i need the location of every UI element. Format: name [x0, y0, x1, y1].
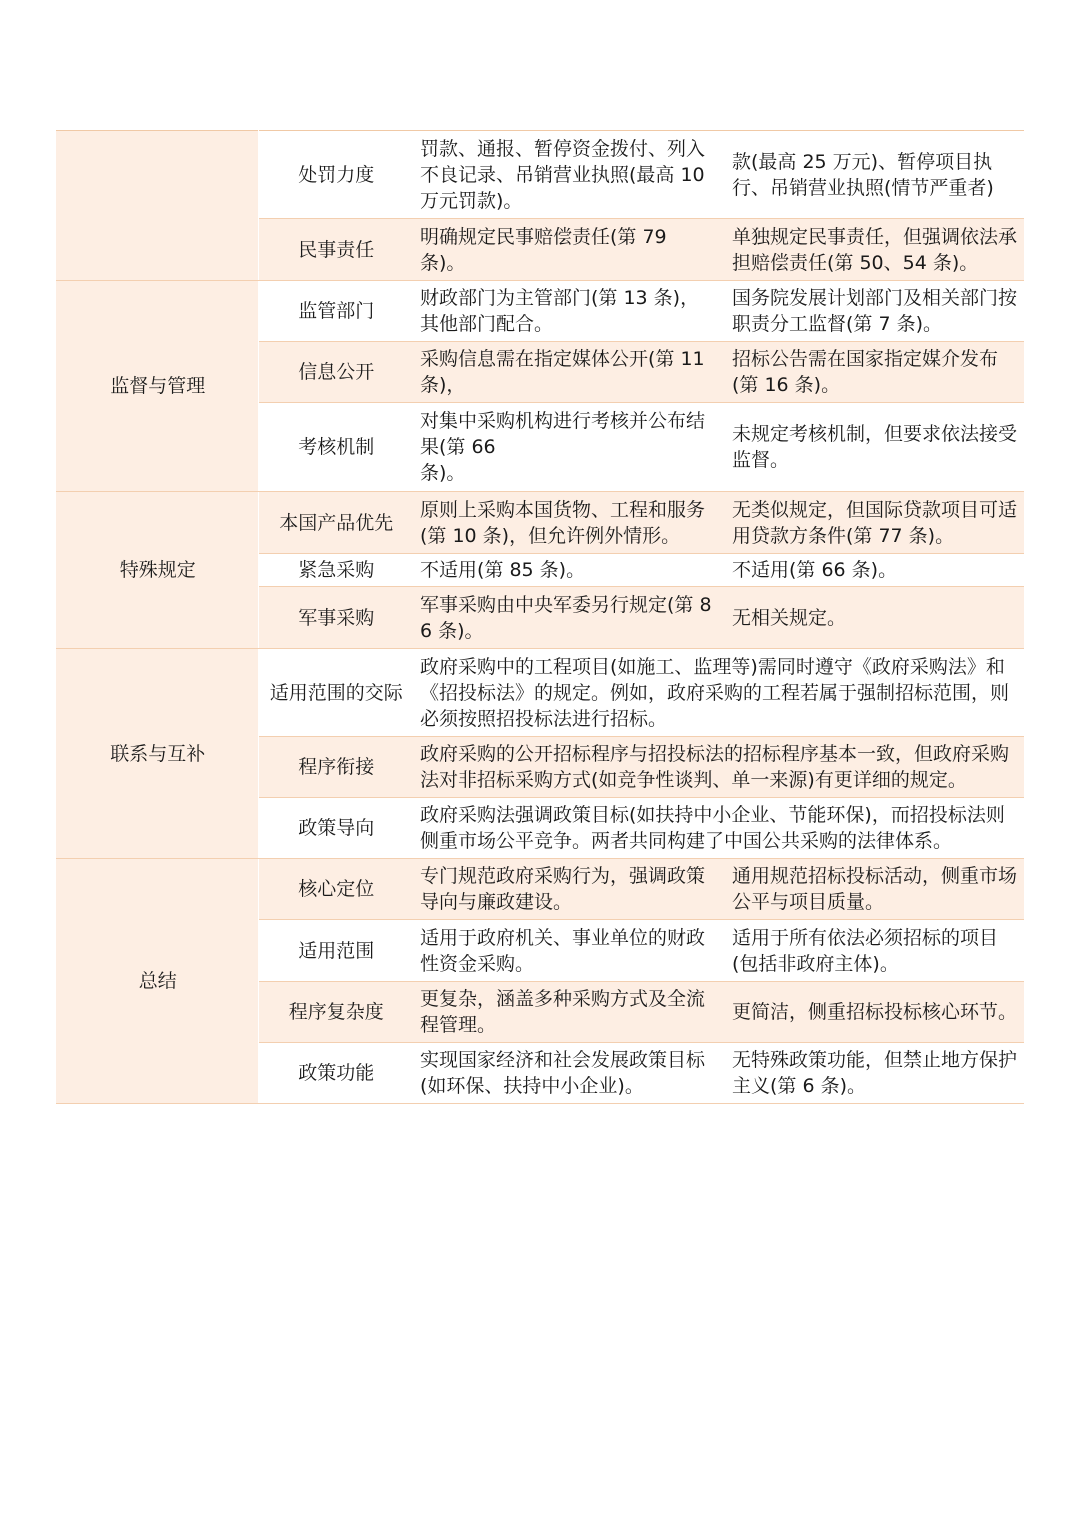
bid-cell: 国务院发展计划部门及相关部门按职责分工监督(第 7 条)。	[724, 281, 1024, 342]
item-cell: 处罚力度	[258, 131, 412, 219]
gov-cell: 采购信息需在指定媒体公开(第 11 条)，	[412, 342, 724, 403]
bid-cell: 款(最高 25 万元)、暂停项目执行、吊销营业执照(情节严重者)	[724, 131, 1024, 219]
bid-cell: 更简洁，侧重招标投标核心环节。	[724, 982, 1024, 1043]
description-cell: 政府采购中的工程项目(如施工、监理等)需同时遵守《政府采购法》和《招投标法》的规定。例如，政府采购的工程若属于强制招标范围，则必须按照招投标法进行招标。	[412, 649, 1024, 737]
gov-cell: 专门规范政府采购行为，强调政策导向与廉政建设。	[412, 859, 724, 920]
category-cell	[56, 131, 258, 281]
item-cell: 民事责任	[258, 219, 412, 281]
table-row	[56, 492, 1024, 554]
table-body	[56, 131, 1024, 1104]
item-cell: 紧急采购	[258, 554, 412, 587]
item-cell: 适用范围	[258, 920, 412, 982]
bid-cell: 未规定考核机制，但要求依法接受监督。	[724, 403, 1024, 492]
bid-cell: 单独规定民事责任，但强调依法承担赔偿责任(第 50、54 条)。	[724, 219, 1024, 281]
bid-cell: 无类似规定，但国际贷款项目可适用贷款方条件(第 77 条)。	[724, 492, 1024, 554]
item-cell: 监管部门	[258, 281, 412, 342]
gov-cell: 军事采购由中央军委另行规定(第 86 条)。	[412, 587, 724, 649]
description-cell: 政府采购法强调政策目标(如扶持中小企业、节能环保)，而招投标法则侧重市场公平竞争。两者共同构建了中国公共采购的法律体系。	[412, 798, 1024, 859]
item-cell: 程序复杂度	[258, 982, 412, 1043]
gov-cell: 原则上采购本国货物、工程和服务(第 10 条)，但允许例外情形。	[412, 492, 724, 554]
item-cell: 本国产品优先	[258, 492, 412, 554]
item-cell: 政策导向	[258, 798, 412, 859]
gov-cell: 适用于政府机关、事业单位的财政性资金采购。	[412, 920, 724, 982]
table-row	[56, 281, 1024, 342]
description-cell: 政府采购的公开招标程序与招投标法的招标程序基本一致，但政府采购法对非招标采购方式(如竞争性谈判、单一来源)有更详细的规定。	[412, 737, 1024, 798]
bid-cell: 通用规范招标投标活动，侧重市场公平与项目质量。	[724, 859, 1024, 920]
bid-cell: 无相关规定。	[724, 587, 1024, 649]
item-cell: 程序衔接	[258, 737, 412, 798]
gov-cell: 对集中采购机构进行考核并公布结果(第 66 条)。	[412, 403, 724, 492]
gov-cell: 罚款、通报、暂停资金拨付、列入不良记录、吊销营业执照(最高 10 万元罚款)。	[412, 131, 724, 219]
comparison-table	[56, 130, 1024, 1104]
category-cell: 联系与互补	[56, 649, 258, 859]
item-cell: 信息公开	[258, 342, 412, 403]
item-cell: 考核机制	[258, 403, 412, 492]
gov-cell: 不适用(第 85 条)。	[412, 554, 724, 587]
bid-cell: 无特殊政策功能，但禁止地方保护主义(第 6 条)。	[724, 1043, 1024, 1104]
category-cell: 监督与管理	[56, 281, 258, 492]
category-cell: 特殊规定	[56, 492, 258, 649]
gov-cell: 明确规定民事赔偿责任(第 79 条)。	[412, 219, 724, 281]
table-row	[56, 859, 1024, 920]
bid-cell: 适用于所有依法必须招标的项目(包括非政府主体)。	[724, 920, 1024, 982]
table-row	[56, 131, 1024, 219]
item-cell: 军事采购	[258, 587, 412, 649]
gov-cell: 实现国家经济和社会发展政策目标(如环保、扶持中小企业)。	[412, 1043, 724, 1104]
item-cell: 政策功能	[258, 1043, 412, 1104]
item-cell: 适用范围的交际	[258, 649, 412, 737]
gov-cell: 财政部门为主管部门(第 13 条)，其他部门配合。	[412, 281, 724, 342]
bid-cell: 招标公告需在国家指定媒介发布(第 16 条)。	[724, 342, 1024, 403]
item-cell: 核心定位	[258, 859, 412, 920]
bid-cell: 不适用(第 66 条)。	[724, 554, 1024, 587]
category-cell: 总结	[56, 859, 258, 1104]
gov-cell: 更复杂，涵盖多种采购方式及全流程管理。	[412, 982, 724, 1043]
table-row	[56, 649, 1024, 737]
